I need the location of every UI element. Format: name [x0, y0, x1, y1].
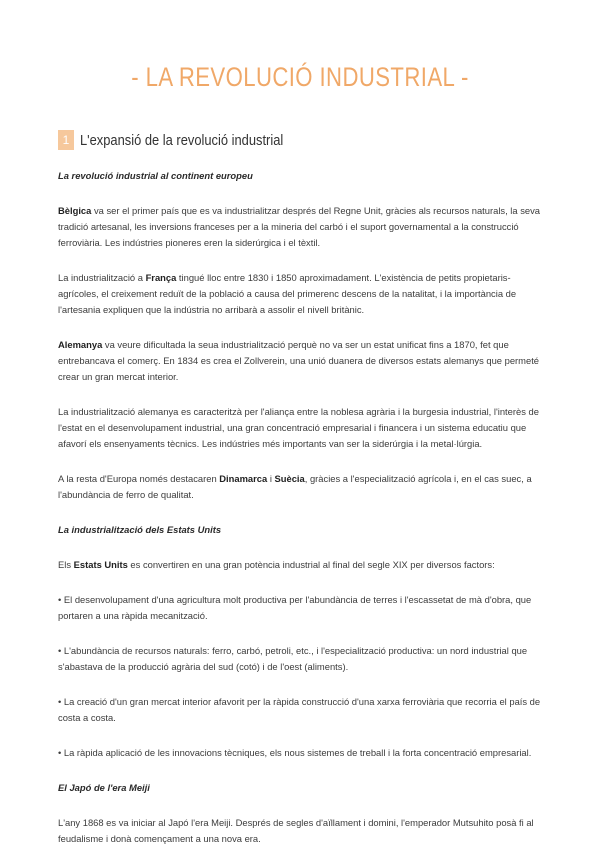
section-heading [58, 130, 316, 150]
keyword-belgium: Bèlgica [58, 205, 92, 216]
keyword-denmark: Dinamarca [219, 473, 268, 484]
list-item: • L'abundància de recursos naturals: ferro, carbó, petroli, etc., i l'especialització productiva: un nord industrial que s'abastava de la producció agrària del sud (cotó) i de l'oest (aliments). [58, 645, 528, 672]
subheading-europe: La revolució industrial al continent europeu [58, 170, 253, 181]
subheading-japan: El Japó de l'era Meiji [58, 782, 150, 793]
paragraph-german-industrialization: La industrialització alemanya es caracteritzà per l'aliança entre la noblesa agrària i la burgesia industrial, l'interès de l'estat en el desenvolupament industrial, una gran concentració empresarial i financera i un sistema educatiu que afavorí els ensenyaments tècnics. Les indústries més importants van ser la siderúrgia i la metal·lúrgia. [58, 406, 539, 449]
keyword-germany: Alemanya [58, 339, 103, 350]
paragraph-usa-intro: Els Estats Units es convertiren en una gran potència industrial al final del segle XIX per diversos factors: [58, 559, 495, 570]
paragraph-france: La industrialització a França tingué lloc entre 1830 i 1850 aproximadament. L'existència de petits propietaris-agrícoles, el creixement reduït de la població a causa del primerenc descens de la natalitat, i la importància de l'artesania expliquen que la indústria no arribarà a assolir el nivell britànic. [58, 272, 517, 315]
paragraph-rest-of-europe: A la resta d'Europa només destacaren Dinamarca i Suècia, gràcies a l'especialització agrícola i, en el cas suec, a l'abundància de ferro de qualitat. [58, 473, 532, 500]
paragraph-belgium: Bèlgica va ser el primer país que es va industrialitzar després del Regne Unit, gràcies als recursos naturals, la seva tradició artesanal, les inversions franceses per a la mineria del carbó i el suport governamental a la construcció ferroviària. Les indústries pioneres eren la siderúrgica i el tèxtil. [58, 205, 541, 248]
document-body [58, 168, 542, 866]
page-title: - LA REVOLUCIÓ INDUSTRIAL - [131, 62, 469, 92]
list-item: • El desenvolupament d'una agricultura molt productiva per l'abundància de terres i l'escassetat de mà d'obra, que portaren a una ràpida mecanització. [58, 594, 532, 621]
keyword-usa: Estats Units [73, 559, 128, 570]
keyword-france: França [145, 272, 177, 283]
section-title: L'expansió de la revolució industrial [80, 131, 284, 149]
list-item: • La creació d'un gran mercat interior afavorit per la ràpida construcció d'una xarxa ferroviària que recorria el país de costa a costa. [58, 696, 541, 723]
paragraph-germany: Alemanya va veure dificultada la seua industrialització perquè no va ser un estat unificat fins a 1870, fet que entrebancava el comerç. En 1834 es crea el Zollverein, una unió duanera de diversos estats alemanys que permeté crear un gran mercat interior. [58, 339, 540, 382]
section-number-badge: 1 [58, 130, 74, 150]
paragraph-japan: L'any 1868 es va iniciar al Japó l'era Meiji. Després de segles d'aïllament i domini, l'emperador Mutsuhito posà fi al feudalisme i donà començament a una nova era. [58, 817, 534, 844]
list-item: • La ràpida aplicació de les innovacions tècniques, els nous sistemes de treball i la forta concentració empresarial. [58, 747, 532, 758]
keyword-sweden: Suècia [274, 473, 305, 484]
subheading-usa: La industrialització dels Estats Units [58, 524, 222, 535]
